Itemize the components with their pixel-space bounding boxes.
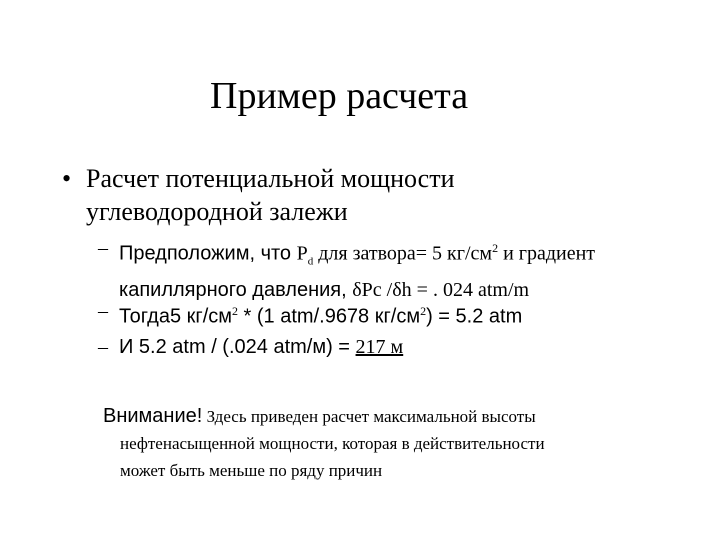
dash-icon: – — [98, 237, 108, 259]
warning-lead: Внимание! — [103, 405, 203, 427]
dash-icon: – — [98, 300, 108, 322]
warning-line2: нефтенасыщенной мощности, которая в действительности — [120, 434, 545, 453]
bullet-text: Расчет потенциальной мощности углеводородной залежи — [86, 164, 455, 226]
warning-line3: может быть меньше по ряду причин — [120, 461, 383, 480]
dash-icon: – — [98, 336, 108, 358]
result-value: 217 м — [355, 336, 404, 358]
sub-item-text: И 5.2 atm / (.024 atm/м) = 217 м — [119, 336, 404, 358]
slide-title: Пример расчета — [210, 75, 469, 117]
warning-note — [103, 403, 663, 484]
warning-line1: Здесь приведен расчет максимальной высоты — [202, 407, 536, 426]
sub-item-text: Предположим, что $P_d$ для затвора= 5 $кг/см^2$ и градиент капиллярного давления, δPc /δh = . 024 atm/m — [119, 241, 596, 301]
sub-item-text: Тогда5 $кг/см^2 * (1$ atm/.9678 $кг/см^2) = 5.2$ atm — [119, 304, 523, 328]
bullet-icon: • — [62, 164, 72, 193]
